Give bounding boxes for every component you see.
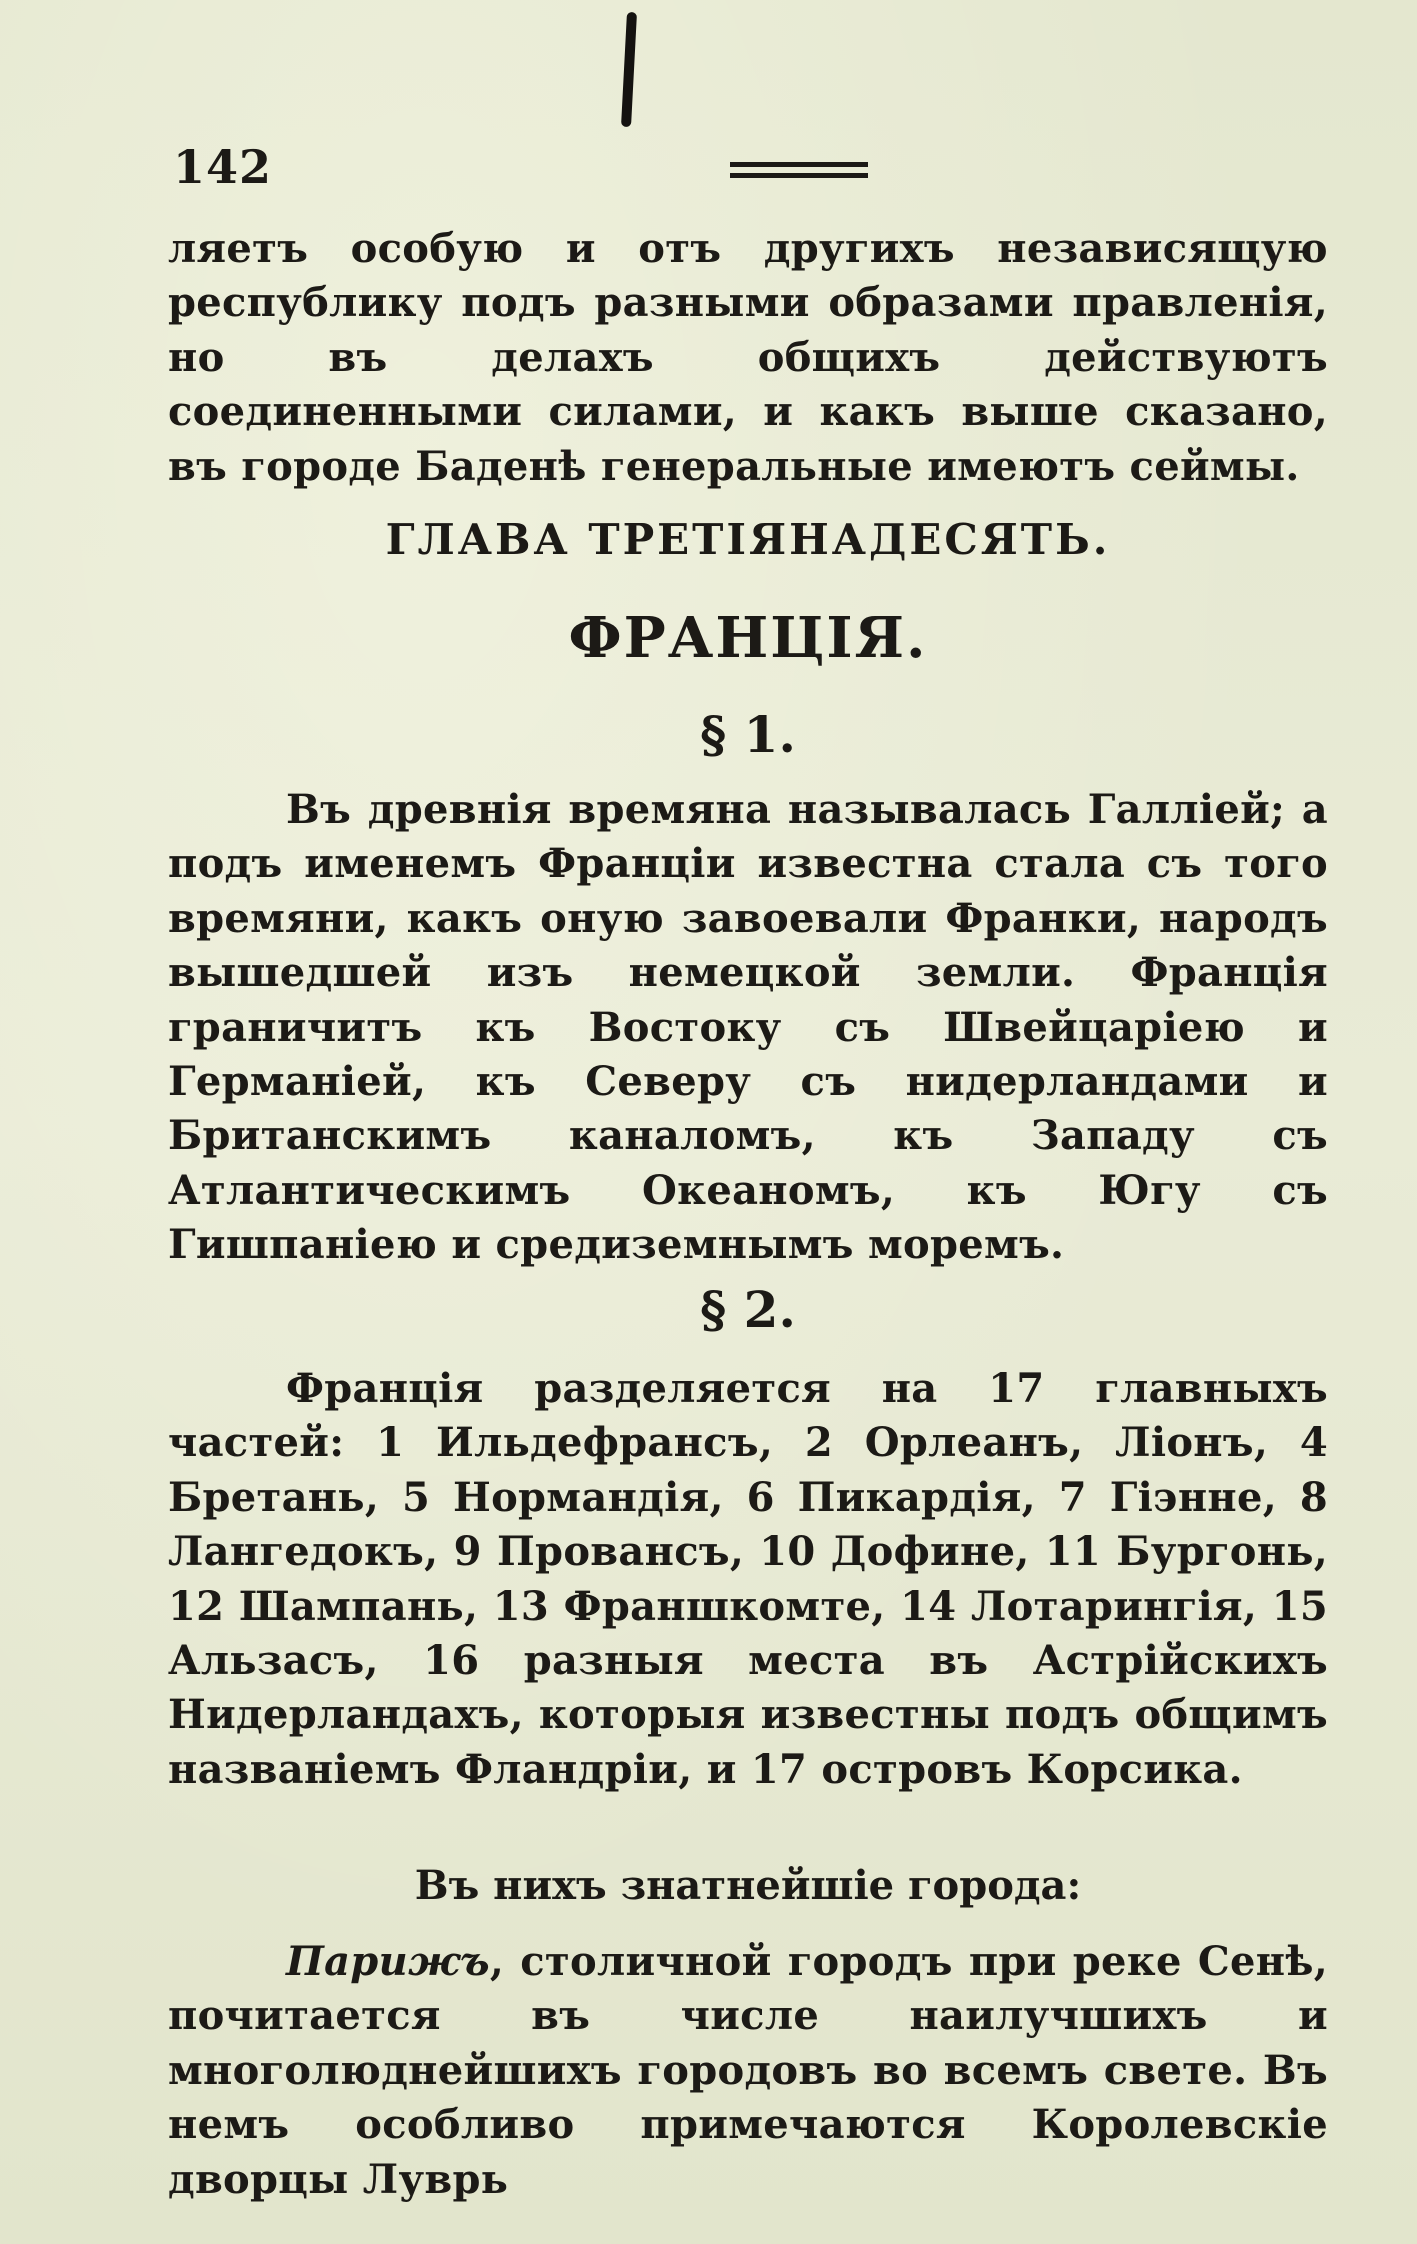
chapter-heading: ГЛАВА ТРЕТІЯНАДЕСЯТЬ. [385,515,1111,564]
cities-paragraph [168,1935,1328,2207]
ink-mark [621,12,637,127]
page-number: 142 [173,140,273,194]
section-2-paragraph [168,1362,1328,1797]
paragraph-text: Въ древнія времяна называлась Галлiей; а подъ именемъ Франціи известна стала съ того времяни, какъ оную завоевали Франки, народъ вышедшей изъ немецкой земли. Франція граничитъ къ Востоку съ Швейцаріею и Германіей, къ Северу съ нидерландами и Британскимъ каналомъ, къ Западу съ Атлантическимъ Океаномъ, къ Югу съ Гишпаніею и средиземнымъ моремъ. [168,786,1328,1269]
section-heading-2: § 2. [700,1280,796,1339]
section-1-paragraph [168,783,1328,1273]
continued-paragraph [168,222,1328,494]
country-heading: ФРАНЦІЯ. [568,605,928,671]
paragraph-text: ляетъ особую и отъ другихъ независящую республику подъ разными образами правленія, но въ делахъ общихъ действуютъ соединенными силами, и какъ выше сказано, въ городе Баденѣ генеральные имеютъ сеймы. [168,225,1328,490]
paragraph-text [168,1935,1328,2207]
header-rule [730,162,868,184]
cities-heading: Въ нихъ знатнейшіе города: [414,1862,1082,1909]
section-heading-1: § 1. [700,705,796,764]
paragraph-text: Франція разделяется на 17 главныхъ частей: 1 Ильдефрансъ, 2 Орлеанъ, Ліонъ, 4 Бретань, 5 Нормандія, 6 Пикардія, 7 Гіэнне, 8 Лангедокъ, 9 Провансъ, 10 Дофине, 11 Бургонь, 12 Шампань, 13 Франшкомте, 14 Лотарингія, 15 Альзасъ, 16 разныя места въ Астрійскихъ Нидерландахъ, которыя известны подъ общимъ названіемъ Фландріи, и 17 островъ Корсика. [168,1365,1328,1793]
city-description: , столичной городъ при реке Сенѣ, почитается въ числе наилучшихъ и многолюднейшихъ городовъ во всемъ свете. Въ немъ особливо примечаются Королевскіе дворцы Луврь [168,1938,1328,2203]
page-header [165,140,1345,200]
city-name: Парижъ [286,1938,490,1985]
